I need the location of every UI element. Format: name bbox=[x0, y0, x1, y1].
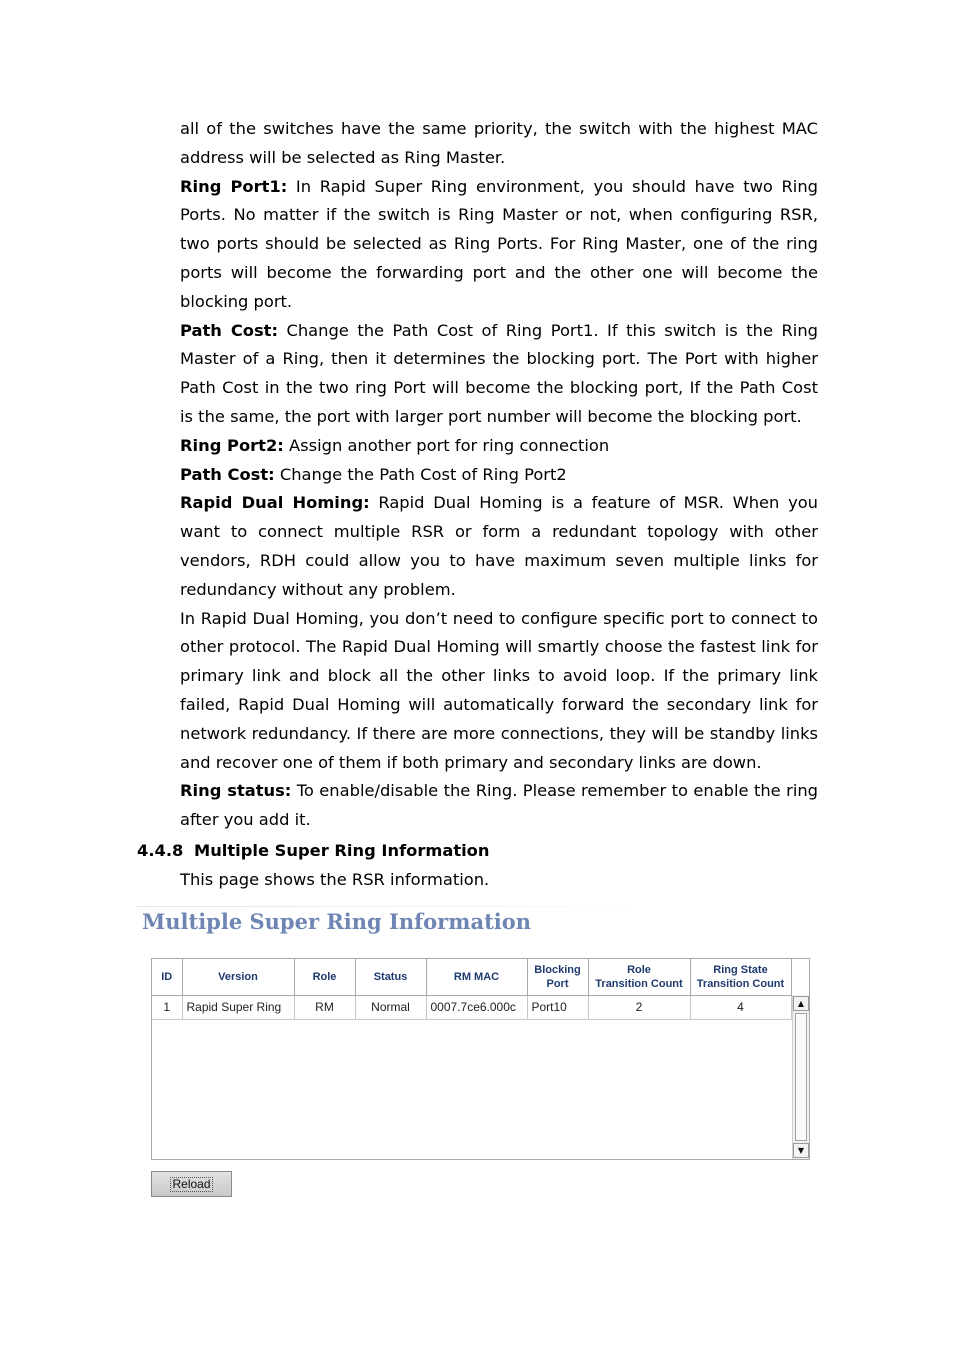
term-label: Rapid Dual Homing: bbox=[180, 493, 370, 513]
cell-rm-mac: 0007.7ce6.000c bbox=[426, 995, 527, 1019]
paragraph-path-cost-1: Path Cost: Change the Path Cost of Ring Port1. If this switch is the Ring Master of a Ring, then it determines the blocking port. The Port with higher Path Cost in the two ring Port will become the blocking port, If the Path Cost is the same, the port with larger port number will become the blocking port. bbox=[180, 320, 818, 426]
scroll-up-icon[interactable]: ▲ bbox=[793, 996, 809, 1011]
paragraph-ring-status: Ring status: To enable/disable the Ring. Please remember to enable the ring after you add it. bbox=[180, 781, 818, 830]
term-label: Path Cost: bbox=[180, 320, 278, 340]
table-header-row bbox=[152, 959, 791, 995]
term-label: Ring Port2: bbox=[180, 435, 284, 455]
column-header-ring-state-transition-count[interactable]: Ring State Transition Count bbox=[690, 959, 791, 995]
column-header-status[interactable]: Status bbox=[355, 959, 426, 995]
cell-id: 1 bbox=[152, 995, 182, 1019]
section-heading bbox=[137, 837, 489, 865]
paragraph-ring-port2: Ring Port2: Assign another port for ring connection bbox=[180, 435, 610, 455]
section-intro: This page shows the RSR information. bbox=[180, 870, 490, 889]
ring-info-table bbox=[152, 959, 792, 1020]
scrollbar-track[interactable] bbox=[795, 1013, 807, 1141]
column-header-rm-mac[interactable]: RM MAC bbox=[426, 959, 527, 995]
column-header-id[interactable]: ID bbox=[152, 959, 182, 995]
term-label: Ring status: bbox=[180, 781, 292, 801]
ring-info-grid bbox=[151, 958, 810, 1160]
section-title: Multiple Super Ring Information bbox=[194, 841, 490, 860]
paragraph-path-cost-2: Path Cost: Change the Path Cost of Ring Port2 bbox=[180, 464, 567, 484]
panel-title: Multiple Super Ring Information bbox=[142, 909, 532, 934]
column-header-version[interactable]: Version bbox=[182, 959, 294, 995]
column-header-blocking-port[interactable]: Blocking Port bbox=[527, 959, 588, 995]
cell-blocking-port: Port10 bbox=[527, 995, 588, 1019]
paragraph: all of the switches have the same priority, the switch with the highest MAC address will be selected as Ring Master. bbox=[180, 119, 818, 167]
reload-button-label: Reload bbox=[172, 1176, 211, 1191]
column-header-role[interactable]: Role bbox=[294, 959, 355, 995]
paragraph-ring-port1: Ring Port1: In Rapid Super Ring environment, you should have two Ring Ports. No matter if the switch is Ring Master or not, when configuring RSR, two ports should be selected as Ring Ports. For Ring Master, one of the ring ports will become the forwarding port and the other one will become the blocking port. bbox=[180, 176, 818, 311]
body-text bbox=[180, 115, 818, 835]
section-number: 4.4.8 bbox=[137, 841, 184, 860]
term-label: Ring Port1: bbox=[180, 176, 288, 196]
table-row[interactable] bbox=[152, 995, 791, 1019]
term-label: Path Cost: bbox=[180, 464, 275, 484]
paragraph-rdh-detail: In Rapid Dual Homing, you don’t need to configure specific port to connect to other protocol. The Rapid Dual Homing will smartly choose the fastest link for primary link and block all the other links to avoid loop. If the primary link failed, Rapid Dual Homing will automatically forward the secondary link for network redundancy. If there are more connections, they will be standby links and recover one of them if both primary and secondary links are down. bbox=[180, 608, 818, 772]
cell-ring-state-transition-count: 4 bbox=[690, 995, 791, 1019]
cell-status: Normal bbox=[355, 995, 426, 1019]
cell-version: Rapid Super Ring bbox=[182, 995, 294, 1019]
scroll-down-icon[interactable]: ▼ bbox=[793, 1143, 809, 1158]
paragraph-rapid-dual-homing: Rapid Dual Homing: Rapid Dual Homing is a feature of MSR. When you want to connect multiple RSR or form a redundant topology with other vendors, RDH could allow you to have maximum seven multiple links for redundancy without any problem. bbox=[180, 493, 818, 599]
cell-role: RM bbox=[294, 995, 355, 1019]
panel-divider bbox=[137, 906, 657, 907]
cell-role-transition-count: 2 bbox=[588, 995, 690, 1019]
column-header-role-transition-count[interactable]: Role Transition Count bbox=[588, 959, 690, 995]
reload-button[interactable] bbox=[151, 1171, 232, 1197]
vertical-scrollbar[interactable] bbox=[792, 995, 809, 1159]
